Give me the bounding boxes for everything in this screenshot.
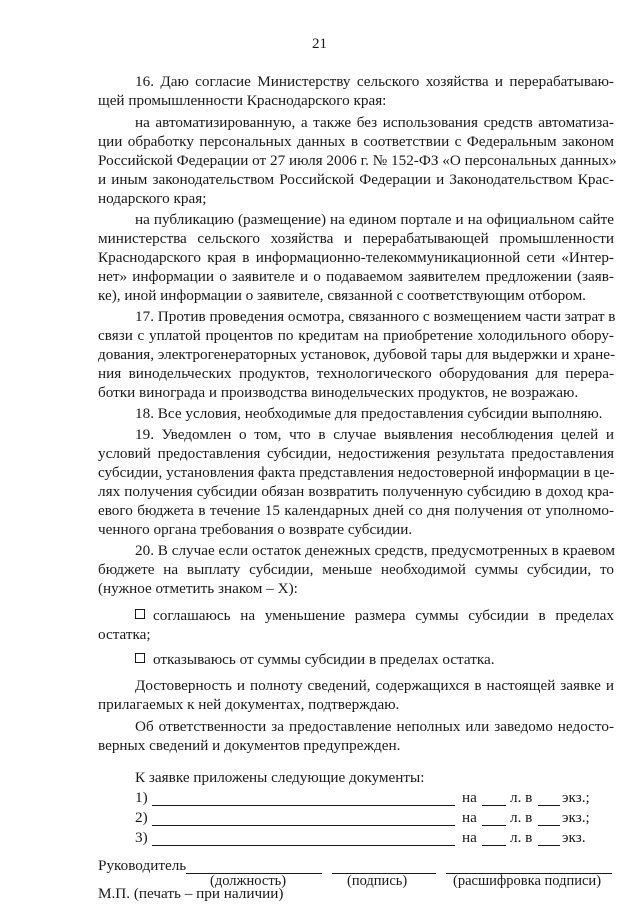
attachment-row-3-copies-field[interactable] (538, 845, 560, 846)
paragraph-17-line-1: 17. Против проведения осмотра, связанного с возмещением части затрат в (135, 308, 616, 325)
paragraph-19-line-4: лях получения субсидии обязан возвратить полученную субсидию в доход кра- (98, 483, 614, 500)
attachment-row-2-copies-field[interactable] (538, 825, 560, 826)
paragraph-19-line-6: ченного органа требования о возврате субсидии. (98, 521, 413, 538)
attachment-row-3-num: 3) (135, 829, 148, 846)
paragraph-16b-line-3: Краснодарского края в информационно-телекоммуникационной сети «Интер- (98, 249, 614, 266)
paragraph-16b-line-4: нет» информации о заявителе и о подаваемом заявителем предложении (заяв- (98, 268, 614, 285)
attachment-row-3-l: л. в (510, 829, 533, 846)
attachment-row-2-num: 2) (135, 809, 148, 826)
paragraph-17-line-2: связи с уплатой процентов по кредитам на приобретение холодильного обору- (98, 327, 614, 344)
paragraph-20-line-1: 20. В случае если остаток денежных средств, предусмотренных в краевом (135, 542, 616, 559)
paragraph-17-line-4: ния винодельческих продуктов, технологического оборудования для перера- (98, 365, 614, 382)
option-agree-line-2: остатка; (98, 626, 151, 643)
attachment-row-1-sheets-field[interactable] (482, 805, 506, 806)
page-number: 21 (312, 36, 327, 52)
attachment-row-3-na: на (462, 829, 477, 846)
paragraph-16a-line-1: на автоматизированную, а также без использования средств автоматиза- (135, 114, 614, 131)
option-agree-label: соглашаюсь на уменьшение размера суммы субсидии в пределах (153, 607, 614, 624)
paragraph-19-line-5: евого бюджета в течение 15 календарных дней со дня получения от уполномо- (98, 502, 614, 519)
confirm-line-2: прилагаемых к ней документах, подтверждаю. (98, 696, 400, 713)
signature-decode-caption: (расшифровка подписи) (453, 873, 602, 889)
paragraph-16-line-2: щей промышленности Краснодарского края: (98, 92, 387, 109)
paragraph-16a-line-4: и иным законодательством Российской Федерации и Законодательством Крас- (98, 171, 614, 188)
attachments-heading: К заявке приложены следующие документы: (135, 769, 425, 786)
paragraph-16b-line-2: министерства сельского хозяйства и перерабатывающей промышленности (98, 230, 614, 247)
paragraph-16a-line-2: ции обработку персональных данных в соответствии с Федеральным законом (98, 133, 614, 150)
paragraph-18: 18. Все условия, необходимые для предоставления субсидии выполняю. (135, 405, 603, 422)
option-agree-checkbox[interactable] (135, 609, 145, 619)
head-label: Руководитель (98, 857, 187, 874)
warning-line-1: Об ответственности за предоставление неполных или заведомо недосто- (135, 718, 614, 735)
option-agree[interactable] (135, 606, 614, 625)
attachment-row-3-name-field[interactable] (152, 845, 455, 846)
attachment-row-1-na: на (462, 789, 477, 806)
seal-note: М.П. (печать – при наличии) (98, 885, 284, 902)
position-caption: (должность) (210, 873, 287, 889)
attachment-row-2-ekz: экз.; (562, 809, 590, 826)
attachment-row-3-ekz: экз. (562, 829, 586, 846)
paragraph-16a-line-5: нодарского края; (98, 190, 207, 207)
paragraph-20-line-3: (нужное отметить знаком – Х): (98, 580, 298, 597)
paragraph-19-line-1: 19. Уведомлен о том, что в случае выявления несоблюдения целей и (135, 426, 614, 443)
paragraph-16b-line-1: на публикацию (размещение) на едином портале и на официальном сайте (135, 211, 614, 228)
attachment-row-1-ekz: экз.; (562, 789, 590, 806)
paragraph-19-line-2: условий предоставления субсидии, недостижения результата предоставления (98, 445, 614, 462)
option-refuse-checkbox[interactable] (135, 653, 145, 663)
paragraph-16b-line-5: ке), иной информации о заявителе, связанной с соответствующим отбором. (98, 287, 586, 304)
paragraph-16a-line-3: Российской Федерации от 27 июля 2006 г. № 152-ФЗ «О персональных данных» (98, 152, 617, 169)
attachment-row-3-sheets-field[interactable] (482, 845, 506, 846)
attachment-row-2-name-field[interactable] (152, 825, 455, 826)
signature-caption: (подпись) (347, 873, 408, 889)
paragraph-20-line-2: бюджете на выплату субсидии, меньше необходимой суммы субсидии, то (98, 561, 614, 578)
paragraph-16-line-1: 16. Даю согласие Министерству сельского хозяйства и перерабатываю- (135, 73, 614, 90)
paragraph-17-line-5: ботки винограда и производства винодельческих продуктов, не возражаю. (98, 384, 579, 401)
attachment-row-2-sheets-field[interactable] (482, 825, 506, 826)
paragraph-17-line-3: дования, электрогенераторных установок, дубовой тары для выдержки и хране- (98, 346, 616, 363)
attachment-row-2-na: на (462, 809, 477, 826)
attachment-row-1-l: л. в (510, 789, 533, 806)
attachment-row-1-num: 1) (135, 789, 148, 806)
attachment-row-1-copies-field[interactable] (538, 805, 560, 806)
option-refuse-label: отказываюсь от суммы субсидии в пределах остатка. (153, 651, 495, 668)
attachment-row-2-l: л. в (510, 809, 533, 826)
warning-line-2: верных сведений и документов предупрежден. (98, 737, 401, 754)
attachment-row-1-name-field[interactable] (152, 805, 455, 806)
option-refuse[interactable] (135, 650, 495, 669)
paragraph-19-line-3: субсидии, установления факта представления недостоверной информации в це- (98, 464, 615, 481)
confirm-line-1: Достоверность и полноту сведений, содержащихся в настоящей заявке и (135, 677, 614, 694)
